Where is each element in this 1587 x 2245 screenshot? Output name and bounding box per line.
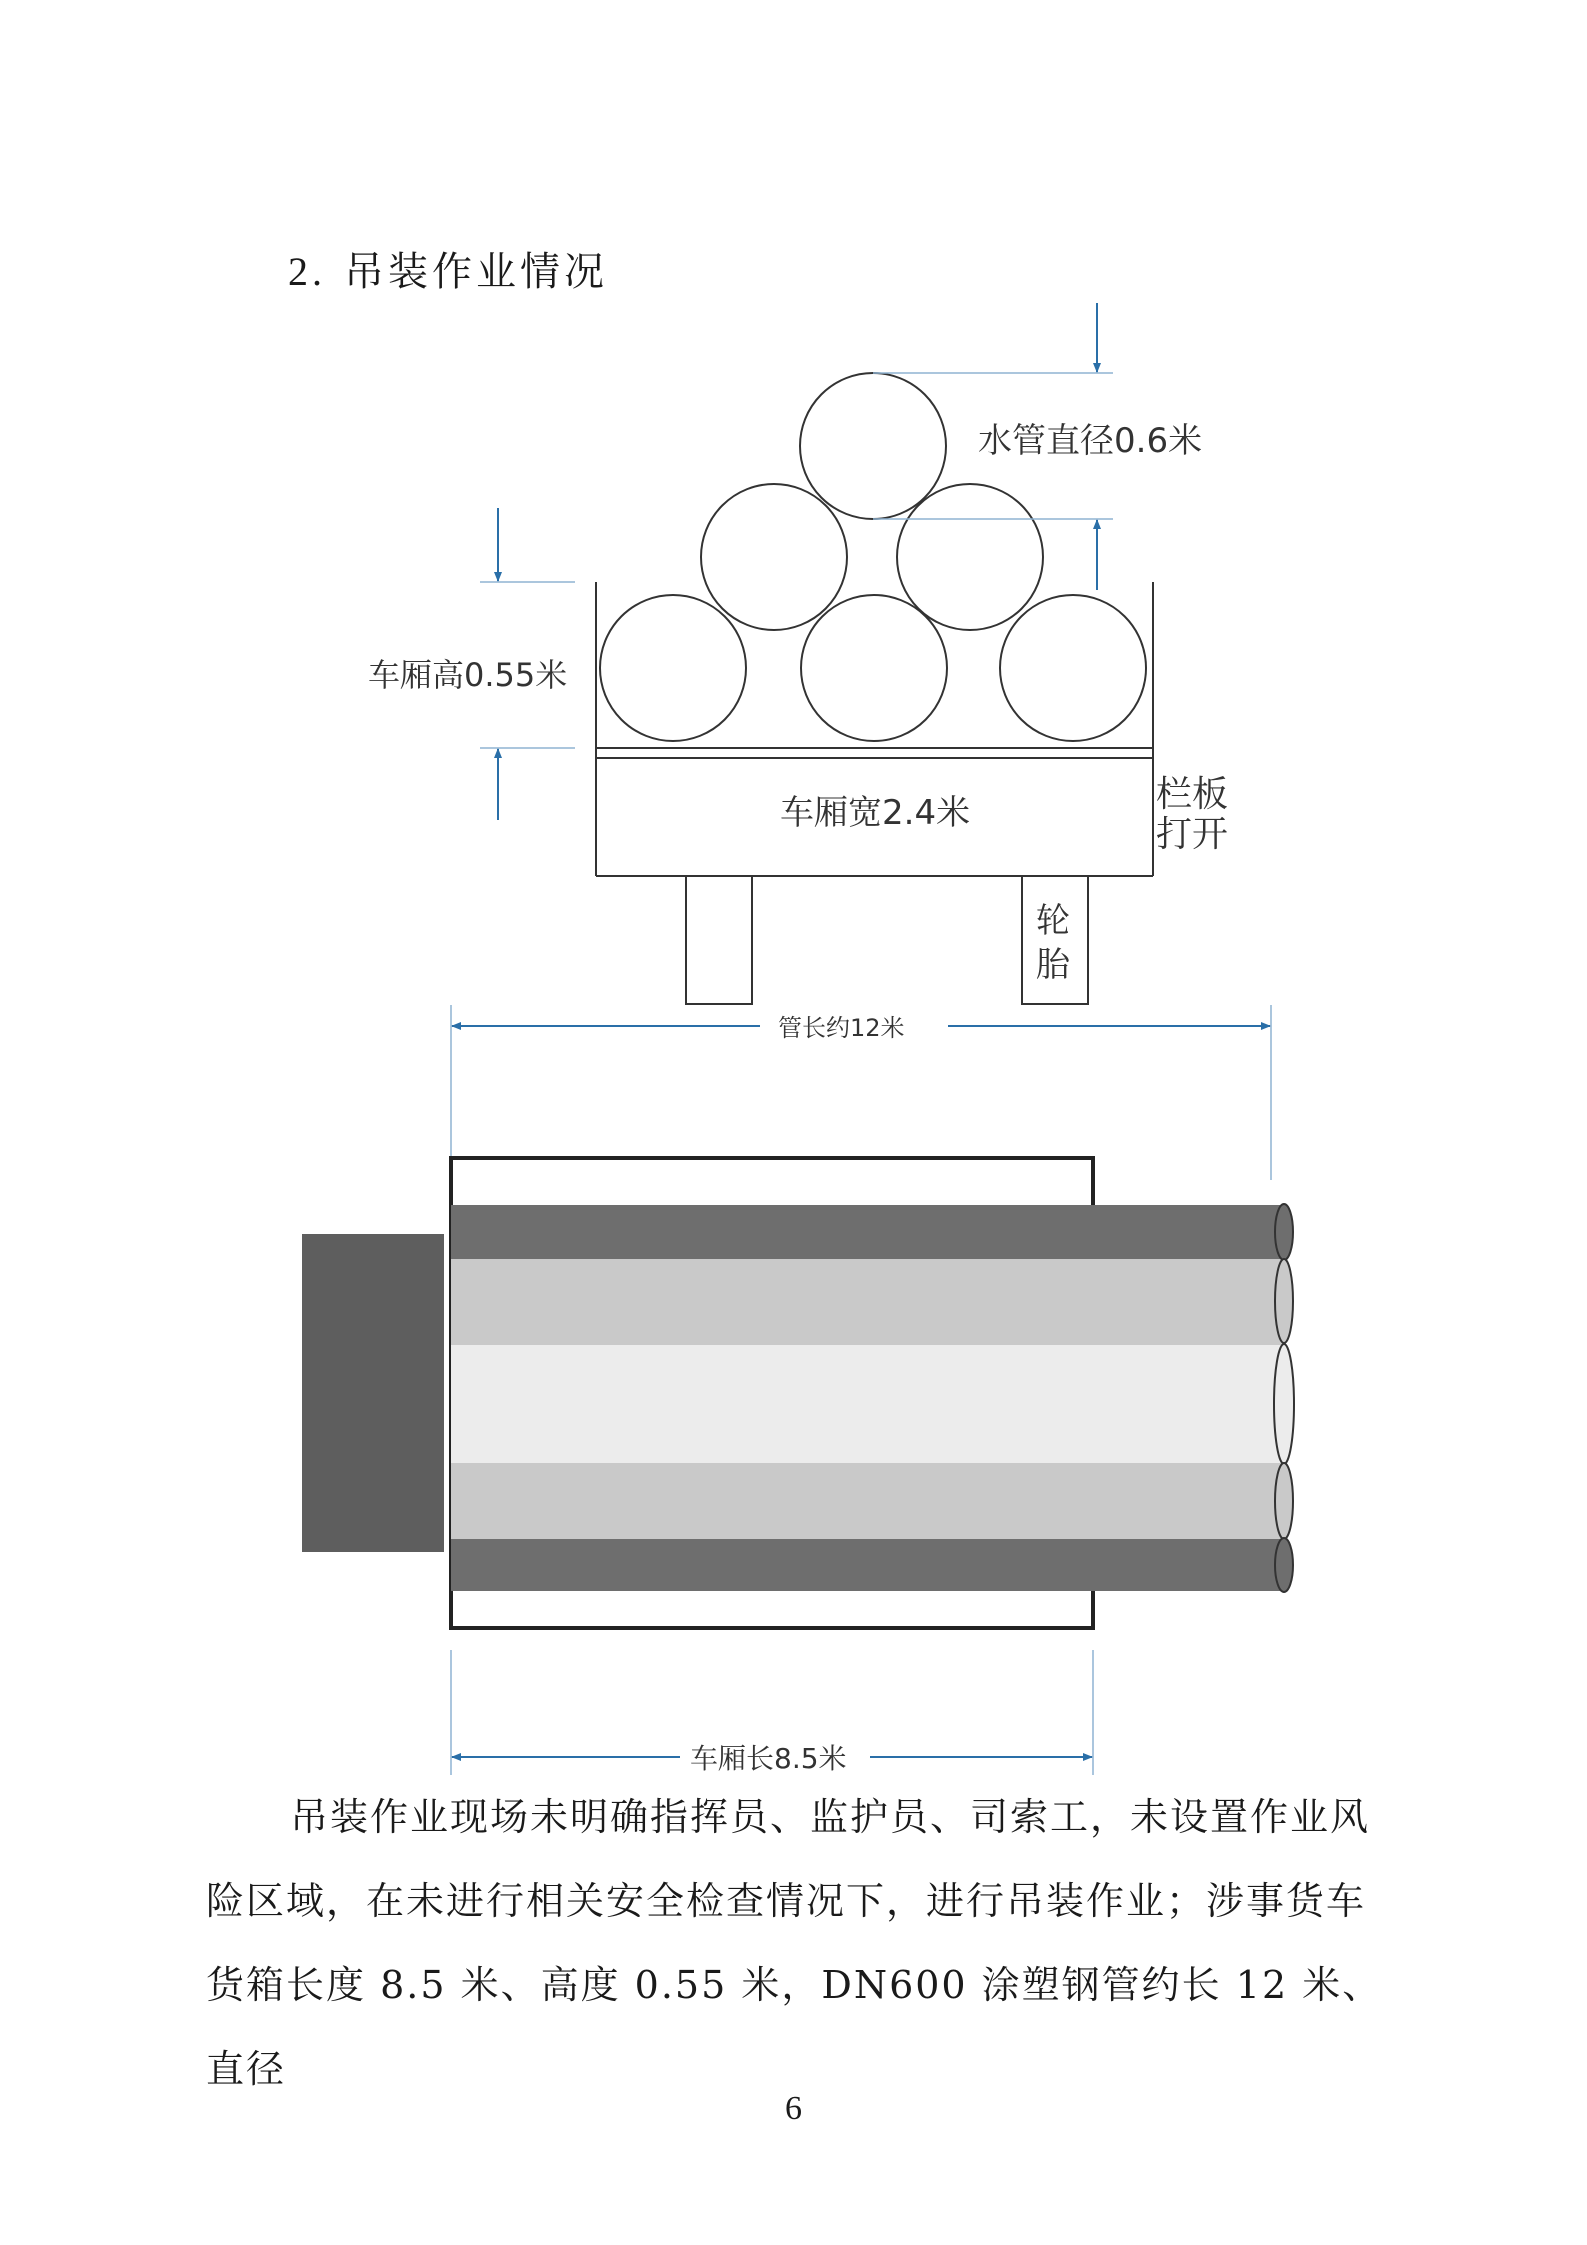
tire-label-line1: 轮 bbox=[1036, 901, 1070, 941]
pipe-circle-bottom-3 bbox=[1000, 595, 1146, 741]
pipe-length-label: 管长约12米 bbox=[778, 1014, 905, 1042]
pipe-bar-2 bbox=[451, 1259, 1286, 1345]
body-paragraph-text: 吊装作业现场未明确指挥员、监护员、司索工，未设置作业风险区域，在未进行相关安全检查情况下，进行吊装作业；涉事货车货箱长度 8.5 米、高度 0.55 米，DN600 涂塑钢管约长 12 米、直径 bbox=[206, 1795, 1383, 2091]
pipe-circle-bottom-2 bbox=[801, 595, 947, 741]
pipe-end-5 bbox=[1275, 1538, 1293, 1592]
section-title: 吊装作业情况 bbox=[344, 249, 608, 295]
truck-cab bbox=[302, 1234, 444, 1552]
pipe-circle-mid-right bbox=[897, 484, 1043, 630]
pipe-bar-3 bbox=[451, 1345, 1286, 1463]
box-length-dimension bbox=[451, 1650, 1093, 1775]
pipe-end-3 bbox=[1274, 1344, 1294, 1464]
height-dimension bbox=[368, 508, 575, 820]
page-number: 6 bbox=[785, 2090, 802, 2127]
box-width-label: 车厢宽2.4米 bbox=[780, 793, 971, 833]
pipe-length-dimension bbox=[451, 1005, 1271, 1180]
pipe-bar-1 bbox=[451, 1205, 1286, 1259]
box-length-label: 车厢长8.5米 bbox=[690, 1742, 847, 1775]
tire-left bbox=[686, 876, 752, 1004]
body-paragraph bbox=[206, 1775, 1396, 2111]
pipe-circle-mid-left bbox=[701, 484, 847, 630]
side-panel-label-line1: 栏板 bbox=[1156, 774, 1229, 815]
pipe-diameter-label: 水管直径0.6米 bbox=[978, 421, 1203, 461]
pipe-end-1 bbox=[1275, 1204, 1293, 1260]
pipe-end-4 bbox=[1275, 1463, 1293, 1539]
pipe-circle-top bbox=[800, 373, 946, 519]
side-panel-label-line2: 打开 bbox=[1156, 814, 1229, 855]
section-number: 2. bbox=[288, 249, 326, 294]
box-height-label: 车厢高0.55米 bbox=[368, 656, 568, 694]
tire-label-line2: 胎 bbox=[1036, 945, 1070, 985]
pipe-bar-4 bbox=[451, 1463, 1286, 1539]
pipe-end-2 bbox=[1275, 1259, 1293, 1343]
pipe-circle-bottom-1 bbox=[600, 595, 746, 741]
pipe-bar-5 bbox=[451, 1539, 1286, 1591]
pipes-top-view bbox=[451, 1204, 1294, 1592]
